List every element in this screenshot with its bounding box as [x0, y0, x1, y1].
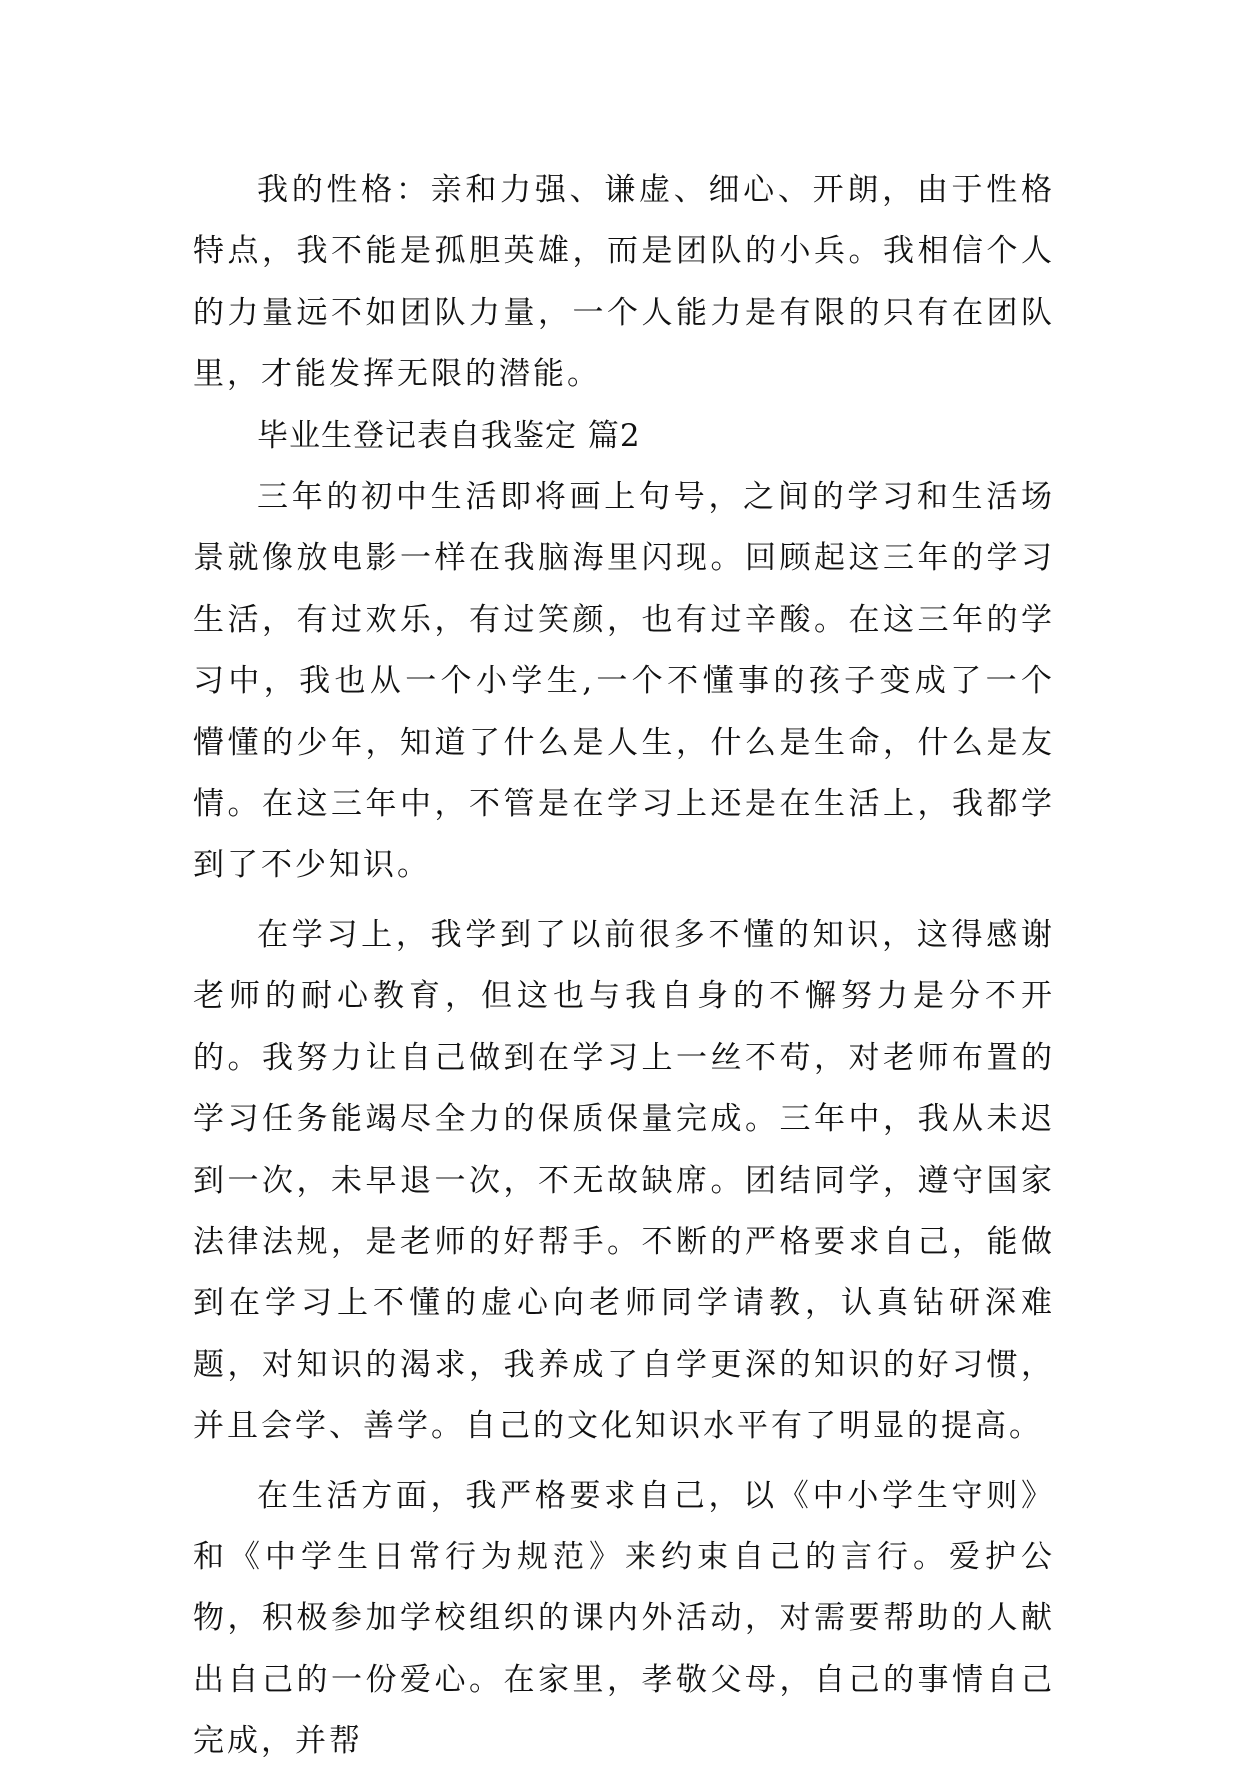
paragraph-overview: 三年的初中生活即将画上句号，之间的学习和生活场景就像放电影一样在我脑海里闪现。回顾起这三年的学习生活，有过欢乐，有过笑颜，也有过辛酸。在这三年的学习中，我也从一个小学生,一个不懂事的孩子变成了一个懵懂的少年，知道了什么是人生，什么是生命，什么是友情。在这三年中，不管是在学习上还是在生活上，我都学到了不少知识。	[193, 479, 1055, 884]
paragraph-life: 在生活方面，我严格要求自己，以《中小学生守则》和《中学生日常行为规范》来约束自己的言行。爱护公物，积极参加学校组织的课内外活动，对需要帮助的人献出自己的一份爱心。在家里，孝敬父母，自己的事情自己完成，并帮	[193, 1477, 1055, 1760]
paragraph-personality: 我的性格：亲和力强、谦虚、细心、开朗，由于性格特点，我不能是孤胆英雄，而是团队的小兵。我相信个人的力量远不如团队力量，一个人能力是有限的只有在团队里，才能发挥无限的潜能。	[193, 172, 1055, 393]
document-page	[193, 160, 1055, 1773]
section-heading: 毕业生登记表自我鉴定 篇2	[257, 417, 641, 454]
paragraph-study: 在学习上，我学到了以前很多不懂的知识，这得感谢老师的耐心教育，但这也与我自身的不懈努力是分不开的。我努力让自己做到在学习上一丝不苟，对老师布置的学习任务能竭尽全力的保质保量完成。三年中，我从未迟到一次，未早退一次，不无故缺席。团结同学，遵守国家法律法规，是老师的好帮手。不断的严格要求自己，能做到在学习上不懂的虚心向老师同学请教，认真钻研深难题，对知识的渴求，我养成了自学更深的知识的好习惯，并且会学、善学。自己的文化知识水平有了明显的提高。	[193, 916, 1055, 1445]
